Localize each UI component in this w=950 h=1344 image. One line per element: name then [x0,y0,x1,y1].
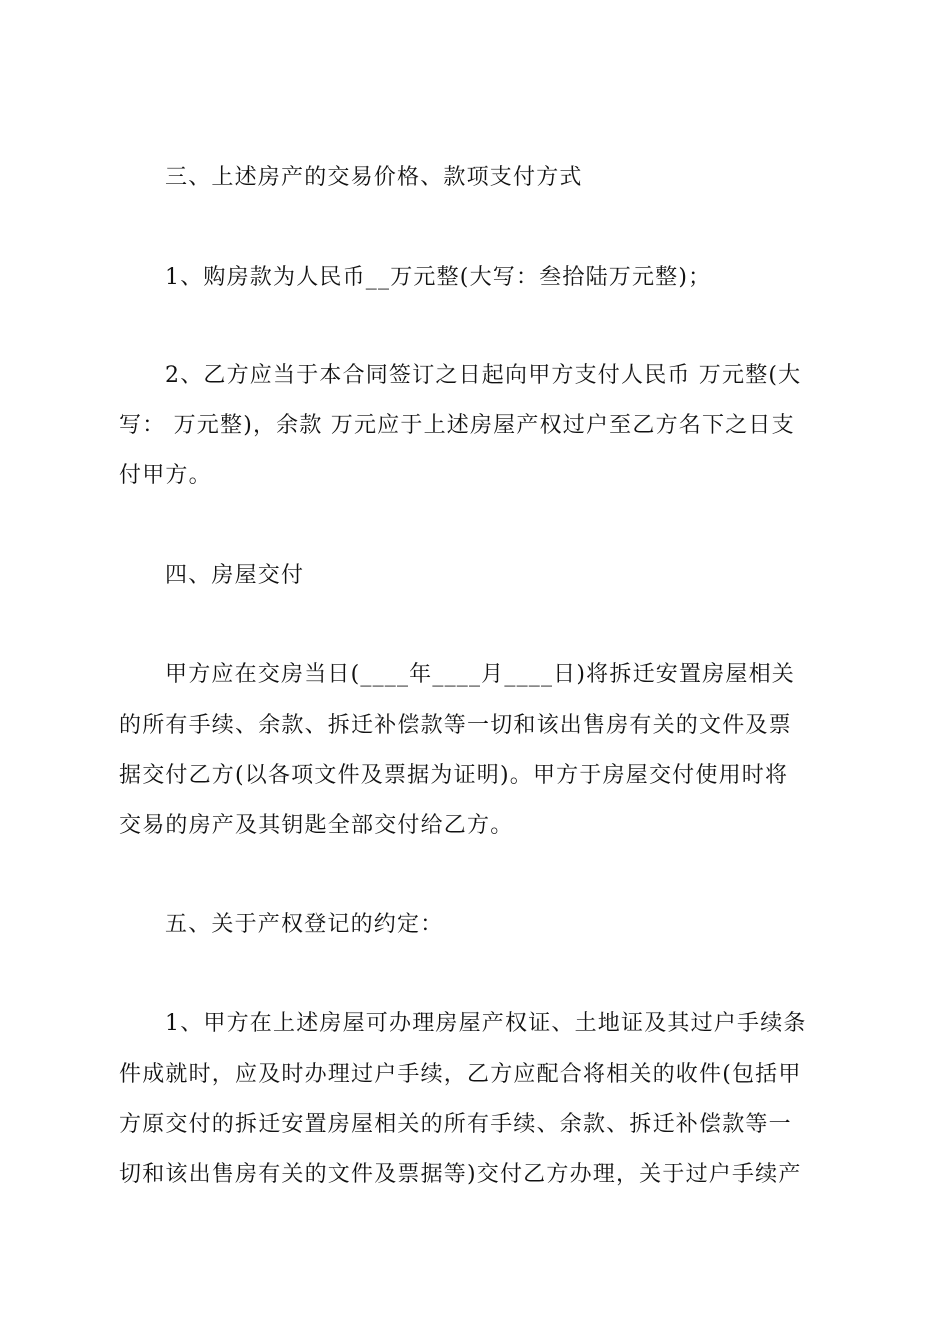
handover-paragraph-line-3: 据交付乙方(以各项文件及票据为证明)。甲方于房屋交付使用时将 [119,763,789,788]
handover-paragraph-line-4: 交易的房产及其钥匙全部交付给乙方。 [119,813,514,838]
registration-clause-line-1: 1、甲方在上述房屋可办理房屋产权证、土地证及其过户手续条 [165,1011,807,1036]
clause-payment-schedule-line-1: 2、乙方应当于本合同签订之日起向甲方支付人民币 万元整(大 [165,363,802,388]
registration-clause-line-3: 方原交付的拆迁安置房屋相关的所有手续、余款、拆迁补偿款等一 [119,1112,792,1137]
clause-payment-schedule-line-2: 写： 万元整)，余款 万元应于上述房屋产权过户至乙方名下之日支 [119,413,795,438]
clause-purchase-price: 1、购房款为人民币__万元整(大写：叁拾陆万元整)； [165,265,712,290]
section-heading-handover: 四、房屋交付 [165,563,305,588]
registration-clause-line-4: 切和该出售房有关的文件及票据等)交付乙方办理，关于过户手续产 [119,1162,802,1187]
section-heading-price-payment: 三、上述房产的交易价格、款项支付方式 [165,165,583,190]
clause-payment-schedule-line-3: 付甲方。 [119,463,212,488]
handover-paragraph-line-2: 的所有手续、余款、拆迁补偿款等一切和该出售房有关的文件及票 [119,713,792,738]
registration-clause-line-2: 件成就时，应及时办理过户手续，乙方应配合将相关的收件(包括甲 [119,1062,802,1087]
handover-paragraph-line-1: 甲方应在交房当日(____年____月____日)将拆迁安置房屋相关 [165,662,795,687]
section-heading-property-registration: 五、关于产权登记的约定： [165,912,444,937]
